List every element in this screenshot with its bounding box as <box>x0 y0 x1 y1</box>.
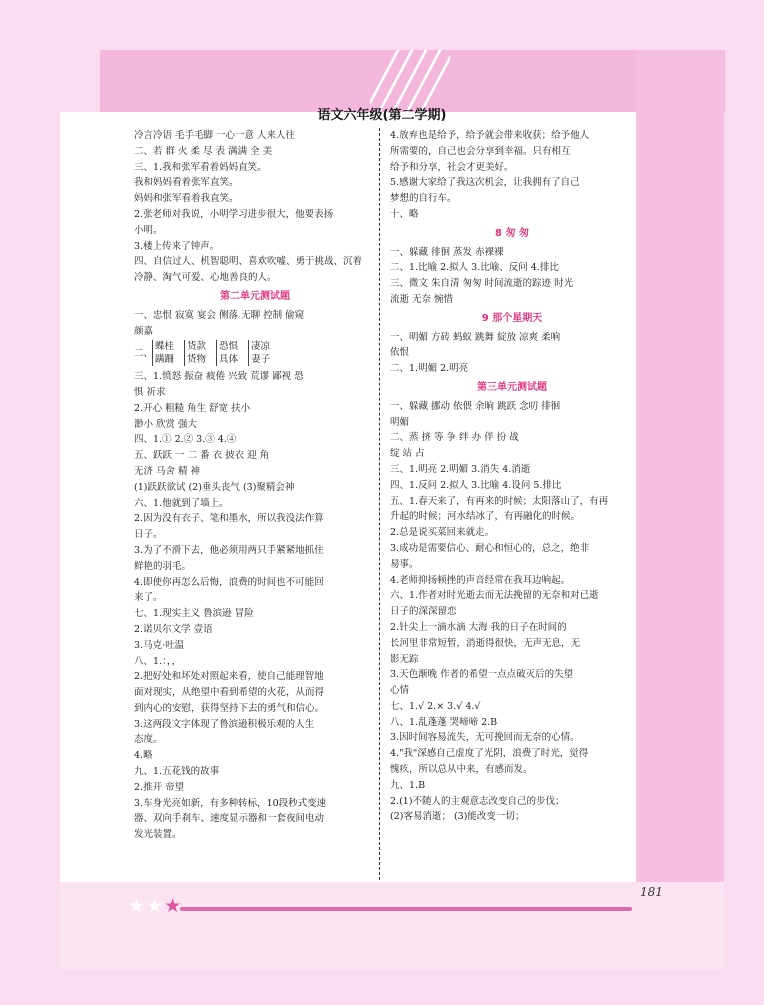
unit2-heading: 第二单元测试题 <box>220 290 290 302</box>
answer-line: 日子的深深留恋 <box>390 606 457 618</box>
brace-word: 蹒跚 <box>155 354 175 366</box>
answer-line: 冷静、淘气可爱、心地善良的人。 <box>134 272 277 284</box>
answer-line: 3.这两段文字体现了鲁滨逊积极乐观的人生 <box>134 718 315 730</box>
answer-line: 梦想的自行车。 <box>390 193 457 205</box>
answer-line: 六、1.他就到了墙上。 <box>134 497 229 509</box>
brace-group <box>184 340 206 366</box>
answer-line: 发光装置。 <box>134 829 182 841</box>
column-divider <box>379 128 380 880</box>
right-margin-band <box>636 50 724 970</box>
answer-line: 三、微文 朱自清 匆匆 时间流逝的踪迹 时光 <box>390 278 574 290</box>
answer-line: 影无踪 <box>390 653 419 665</box>
answer-line: 4.老师抑扬顿挫的声音经常在我耳边响起。 <box>390 574 571 586</box>
answer-line: 心情 <box>390 685 410 697</box>
answer-line: 渺小 欣赏 强大 <box>134 418 198 430</box>
answer-line: 三、1.我和张军看着妈妈直笑。 <box>134 161 267 173</box>
answer-line: 一、躲藏 徘徊 蒸发 赤裸裸 <box>390 246 504 258</box>
answer-line: 2.开心 粗糙 角生 舒宽 扶小 <box>134 402 251 414</box>
brace-group <box>248 340 270 366</box>
answer-line: 七、1.现实主义 鲁滨逊 冒险 <box>134 608 254 620</box>
answer-line: 3.马克·吐温 <box>134 639 185 651</box>
answer-line: 3.成功是需要信心、耐心和恒心的，总之，绝非 <box>390 542 590 554</box>
answer-line: 面对现实，从绝望中看到希望的火花，从而得 <box>134 687 325 699</box>
answer-line: 2.把好处和坏处对照起来看，使自己能理智地 <box>134 671 324 683</box>
answer-line: 4."我"深感自己虚度了光阴，浪费了时光，觉得 <box>390 748 589 760</box>
answer-line: 易事。 <box>390 558 419 570</box>
answer-line: 绽 站 占 <box>390 448 425 460</box>
answer-line: (2)客易消逝； (3)能改变一切； <box>390 811 525 823</box>
unit3-heading: 第三单元测试题 <box>477 381 547 393</box>
answer-line: 鲜艳的羽毛。 <box>134 560 192 572</box>
brace-group <box>216 340 238 366</box>
answer-line: 来了。 <box>134 592 163 604</box>
answer-line: 3.楼上传来了钟声。 <box>134 240 220 252</box>
answer-line: 七、1.√ 2.× 3.√ 4.√ <box>390 700 481 712</box>
brace-group <box>152 340 174 366</box>
lesson9-heading: 9 那个星期天 <box>481 312 543 324</box>
answer-line: 八、1.：，， <box>134 655 182 667</box>
answer-line: 一、躲藏 挪动 依偎 余晌 跳跃 念叨 徘徊 <box>390 400 561 412</box>
brace-word: 货款 <box>187 341 207 353</box>
answer-line: 4.即使你再怎么后悔，浪费的时间也不可能回 <box>134 576 324 588</box>
answer-line: 3.为了不滑下去，他必须用两只手紧紧地抓住 <box>134 544 324 556</box>
answer-line: 无济 马舍 精 神 <box>134 465 201 477</box>
answer-line: 五、跃跃 一 二 番 衣 披衣 迎 角 <box>134 450 270 462</box>
answer-line: 我和妈妈看着张军直笑。 <box>134 177 239 189</box>
left-column <box>134 128 376 843</box>
answer-line: 长河里非常短暂，消逝得很快，无声无息，无 <box>390 637 581 649</box>
answer-line: 2.因为没有衣子、笔和墨水，所以我没法作算 <box>134 513 324 525</box>
answer-line: 六、1.作者对时光逝去而无法挽留的无奈和对已逝 <box>390 590 599 602</box>
answer-line: 3.车身光亮如新，有多种转标，10段秒式变速 <box>134 797 327 809</box>
answer-line: 小明。 <box>134 224 163 236</box>
brace-word: 恐惧 <box>219 341 239 353</box>
footer-line <box>180 907 632 911</box>
page-title: 语文六年级(第二学期) <box>317 108 447 123</box>
answer-line: 十、略 <box>390 208 419 220</box>
answer-line: 依恨 <box>390 347 410 359</box>
answer-line: 冷言冷语 毛手毛脚 一心一意 人来人往 <box>134 130 296 141</box>
answer-line: 一、忠恨 寂寞 宴会 侧落 无聊 控制 偷窥 <box>134 309 305 321</box>
answer-line: 所需要的，自己也会分享到幸福。只有相互 <box>390 145 571 157</box>
answer-line: 三、1.明亮 2.明媚 3.消失 4.消逝 <box>390 463 531 475</box>
answer-line: 日子。 <box>134 529 163 541</box>
answer-line: 一、明媚 方砖 蚂蚁 跳舞 綻放 凉爽 柔响 <box>390 331 561 343</box>
answer-line: 四、1.反问 2.拟人 3.比喻 4.设问 5.排比 <box>390 479 562 491</box>
answer-line: 三、1.愤怒 振奋 疲倦 兴致 荒谬 鄙视 恐 <box>134 371 304 383</box>
answer-line: 愧疚，所以总从中来，有感而发。 <box>390 764 533 776</box>
answer-line: 九、1.五花钱的故事 <box>134 766 220 778</box>
brace-word: 凄凉 <box>251 341 271 353</box>
answer-line: 妈妈和张军看着我直笑。 <box>134 193 239 205</box>
brace-word: 蝶桂 <box>155 341 175 353</box>
answer-line: 5.感谢大家给了我这次机会，让我拥有了自己 <box>390 177 580 189</box>
answer-line: 2.针尖上一滴水滴 大海 我的日子在时间的 <box>390 621 567 633</box>
answer-line: 4.放弃也是给予，给予就会带来收获；给予他人 <box>390 130 590 141</box>
answer-line: 八、1.乱蓬蓬 哭啼啼 2.B <box>390 716 498 728</box>
answer-line: 二、若 群 火 柔 尽 表 满满 全 美 <box>134 145 273 157</box>
answer-line: 惧 祈求 <box>134 386 166 398</box>
header-stripes <box>370 50 450 112</box>
answer-line: 2.推开 帝望 <box>134 781 185 793</box>
page-number: 181 <box>640 885 663 899</box>
brace-row <box>134 340 376 368</box>
answer-line: 升起的时候；河水结冰了，有再融化的时候。 <box>390 511 581 523</box>
answer-line: 二、1.明媚 2.明亮 <box>390 363 469 375</box>
lesson8-heading: 8 匆 匆 <box>495 227 529 239</box>
answer-line: 九、1.B <box>390 779 426 791</box>
answer-line: 颜嘉 <box>134 325 154 337</box>
answer-line: 2.诺贝尔文学 壹语 <box>134 623 213 635</box>
answer-line: 态度。 <box>134 734 163 746</box>
brace-label: 二、 <box>134 348 154 360</box>
answer-line: 流逝 无奈 惋惜 <box>390 293 454 305</box>
answer-line: 到内心的安慰，获得坚持下去的勇气和信心。 <box>134 702 325 714</box>
answer-line: 2.总是说买菜回来就走。 <box>390 527 495 539</box>
answer-line: 二、蒸 挤 等 争 绊 办 伴 扮 战 <box>390 432 519 444</box>
answer-line: 四、自信过人、机智聪明、喜欢吹嘘、勇于挑战、沉着 <box>134 256 363 268</box>
answer-line: 2.(1)不随人的主观意志改变自己的步伐； <box>390 795 565 807</box>
answer-line: 四、1.① 2.② 3.③ 4.④ <box>134 434 237 446</box>
answer-line: 3.天色渐晚 作者的希望一点点破灭后的失望 <box>390 669 574 681</box>
answer-line: (1)跃跃欲试 (2)垂头丧气 (3)聚精会神 <box>134 481 295 493</box>
brace-word: 妻子 <box>251 354 271 366</box>
brace-word: 货物 <box>187 354 207 366</box>
answer-line: 2.张老师对我说，小明学习进步很大，他要表扬 <box>134 208 334 220</box>
answer-line: 明媚 <box>390 416 410 428</box>
star-rating-icon: ★★★ <box>128 895 182 917</box>
answer-line: 二、1.比喻 2.拟人 3.比喻、反问 4.排比 <box>390 262 559 274</box>
answer-line: 3.因时间容易流失，无可挽回而无奈的心情。 <box>390 732 580 744</box>
brace-word: 具体 <box>219 354 239 366</box>
answer-line: 器、双向手刹车、速度显示器和一套夜间电动 <box>134 813 325 825</box>
answer-line: 五、1.春天来了，有再来的时候；太阳落山了，有再 <box>390 495 609 507</box>
answer-line: 给予和分享，社会才更美好。 <box>390 161 514 173</box>
answer-line: 4.略 <box>134 750 153 762</box>
right-column <box>390 128 634 825</box>
